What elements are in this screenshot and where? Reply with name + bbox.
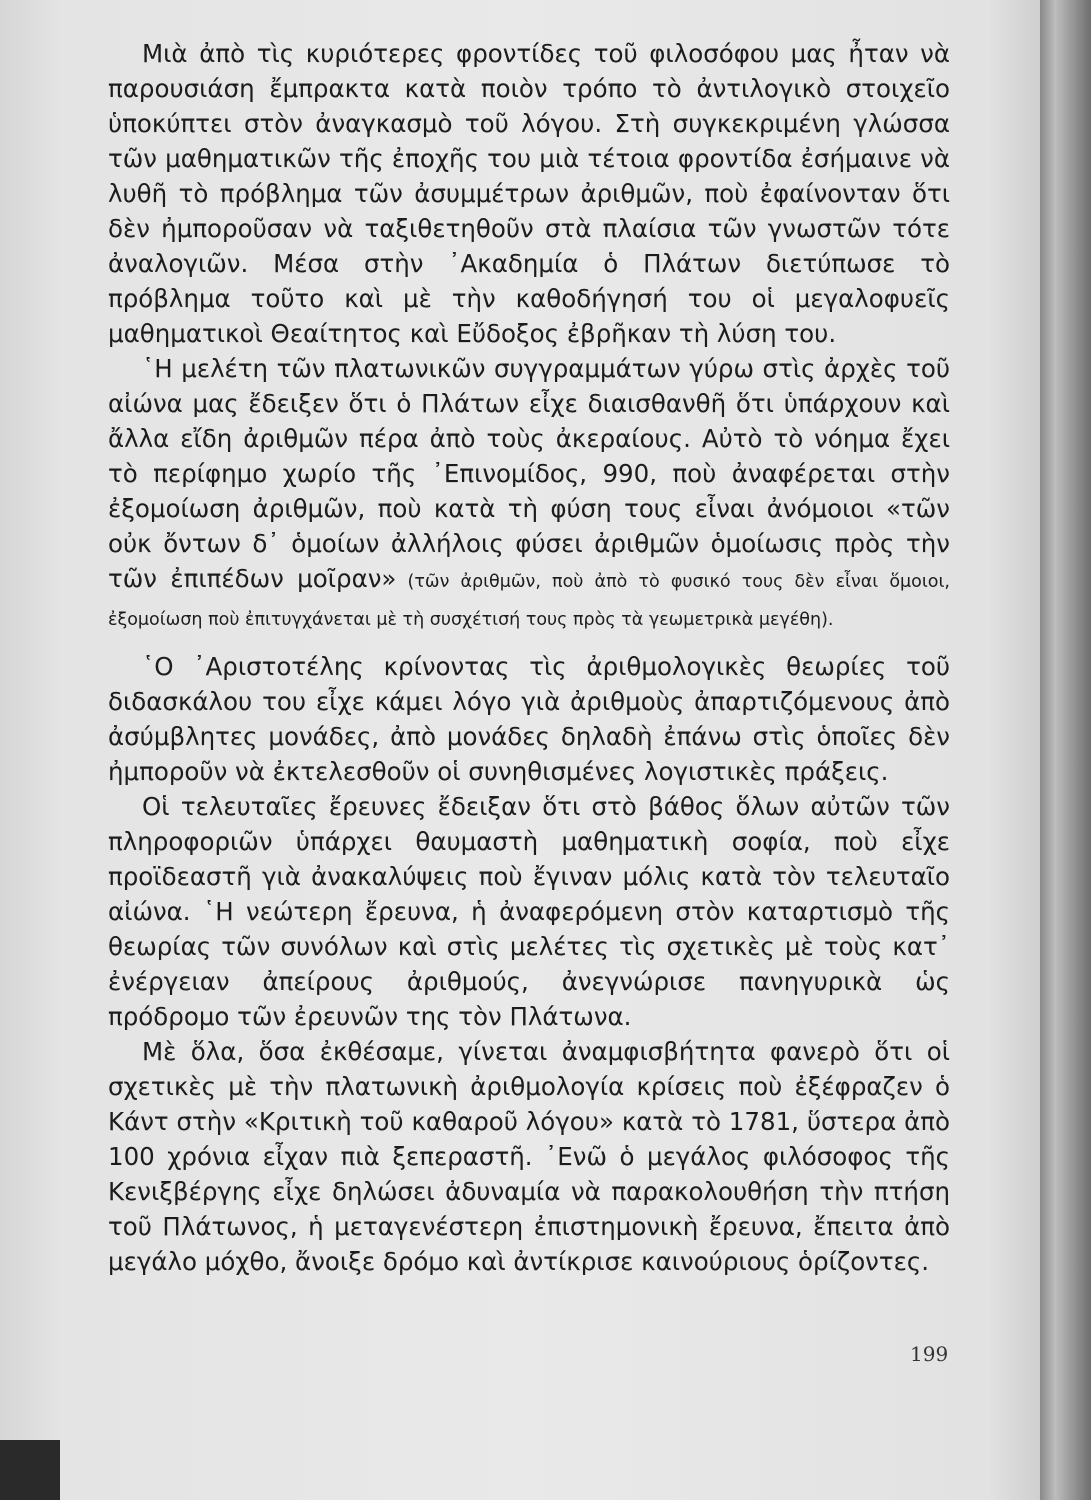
paragraph-2 [108, 351, 950, 637]
paragraph-3 [108, 649, 950, 789]
paragraph-5 [108, 1034, 950, 1279]
paragraph-1-text: Μιὰ ἀπὸ τὶς κυριότερες φροντίδες τοῦ φιλοσόφου μας ἦταν νὰ παρουσιάση ἔμπρακτα κατὰ ποιὸν τρόπο τὸ ἀντιλογικὸ στοιχεῖο ὑποκύπτει στὸν ἀναγκασμὸ τοῦ λόγου. Στὴ συγκεκριμένη γλώσσα τῶν μαθηματικῶν τῆς ἐποχῆς του μιὰ τέτοια φροντίδα ἐσήμαινε νὰ λυθῆ τὸ πρόβλημα τῶν ἀσυμμέτρων ἀριθμῶν, ποὺ ἐφαίνονταν ὅτι δὲν ἠμποροῦσαν νὰ ταξιθετηθοῦν στὰ πλαίσια τῶν γνωστῶν τότε ἀναλογιῶν. Μέσα στὴν ᾿Ακαδημία ὁ Πλάτων διετύπωσε τὸ πρόβλημα τοῦτο καὶ μὲ τὴν καθοδήγησή του οἱ μεγαλοφυεῖς μαθηματικοὶ Θεαίτητος καὶ Εὔδοξος ἐβρῆκαν τὴ λύση του. [108, 39, 950, 348]
paragraph-2-text: ῾Η μελέτη τῶν πλατωνικῶν συγγραμμάτων γύρω στὶς ἀρχὲς τοῦ αἰώνα μας ἔδειξεν ὅτι ὁ Πλάτων εἶχε διαισθανθῆ ὅτι ὑπάρχουν καὶ ἄλλα εἴδη ἀριθμῶν πέρα ἀπὸ τοὺς ἀκεραίους. Αὐτὸ τὸ νόημα ἔχει τὸ περίφημο χωρίο τῆς ᾿Επινομίδος, 990, ποὺ ἀναφέρεται στὴν ἐξομοίωση ἀριθμῶν, ποὺ κατὰ τὴ φύση τους εἶναι ἀνόμοιοι «τῶν οὐκ ὄντων δ᾿ ὁμοίων ἀλλήλοις φύσει ἀριθμῶν ὁμοίωσις πρὸς τὴν τῶν ἐπιπέδων μοῖραν» [108, 354, 950, 593]
scan-corner [0, 1440, 60, 1500]
paragraph-2-gloss: (τῶν ἀριθμῶν, ποὺ ἀπὸ τὸ φυσικό τους δὲν εἶναι ὅμοιοι, ἐξομοίωση ποὺ ἐπιτυγχάνεται μὲ τὴ συσχέτισή τους πρὸς τὰ γεωμετρικὰ μεγέθη). [108, 572, 950, 630]
page-edge [1040, 0, 1091, 1500]
paragraph-5-text: Μὲ ὅλα, ὅσα ἐκθέσαμε, γίνεται ἀναμφισβήτητα φανερὸ ὅτι οἱ σχετικὲς μὲ τὴν πλατωνικὴ ἀριθμολογία κρίσεις ποὺ ἐξέφραζεν ὁ Κάντ στὴν «Κριτικὴ τοῦ καθαροῦ λόγου» κατὰ τὸ 1781, ὕστερα ἀπὸ 100 χρόνια εἶχαν πιὰ ξεπεραστῆ. ᾿Ενῶ ὁ μεγάλος φιλόσοφος τῆς Κενιξβέργης εἶχε δηλώσει ἀδυναμία νὰ παρακολουθήση τὴν πτήση τοῦ Πλάτωνος, ἡ μεταγενέστερη ἐπιστημονικὴ ἔρευνα, ἔπειτα ἀπὸ μεγάλο μόχθο, ἄνοιξε δρόμο καὶ ἀντίκρισε καινούριους ὁρίζοντες. [108, 1037, 950, 1276]
page-number: 199 [910, 1342, 949, 1366]
body-text [108, 36, 950, 1279]
paragraph-1 [108, 36, 950, 351]
paragraph-4 [108, 789, 950, 1034]
paragraph-3-text: ῾Ο ᾿Αριστοτέλης κρίνοντας τὶς ἀριθμολογικὲς θεωρίες τοῦ διδασκάλου του εἶχε κάμει λόγο γιὰ ἀριθμοὺς ἀπαρτιζόμενους ἀπὸ ἀσύμβλητες μονάδες, ἀπὸ μονάδες δηλαδὴ ἐπάνω στὶς ὁποῖες δὲν ἠμποροῦν νὰ ἐκτελεσθοῦν οἱ συνηθισμένες λογιστικὲς πράξεις. [108, 652, 950, 786]
paragraph-4-text: Οἱ τελευταῖες ἔρευνες ἔδειξαν ὅτι στὸ βάθος ὅλων αὐτῶν τῶν πληροφοριῶν ὑπάρχει θαυμαστὴ μαθηματικὴ σοφία, ποὺ εἶχε προϊδεαστῆ γιὰ ἀνακαλύψεις ποὺ ἔγιναν μόλις κατὰ τὸν τελευταῖο αἰώνα. ῾Η νεώτερη ἔρευνα, ἡ ἀναφερόμενη στὸν καταρτισμὸ τῆς θεωρίας τῶν συνόλων καὶ στὶς μελέτες τὶς σχετικὲς μὲ τοὺς κατ᾿ ἐνέργειαν ἀπείρους ἀριθμούς, ἀνεγνώρισε πανηγυρικὰ ὡς πρόδρομο τῶν ἐρευνῶν της τὸν Πλάτωνα. [108, 792, 950, 1031]
